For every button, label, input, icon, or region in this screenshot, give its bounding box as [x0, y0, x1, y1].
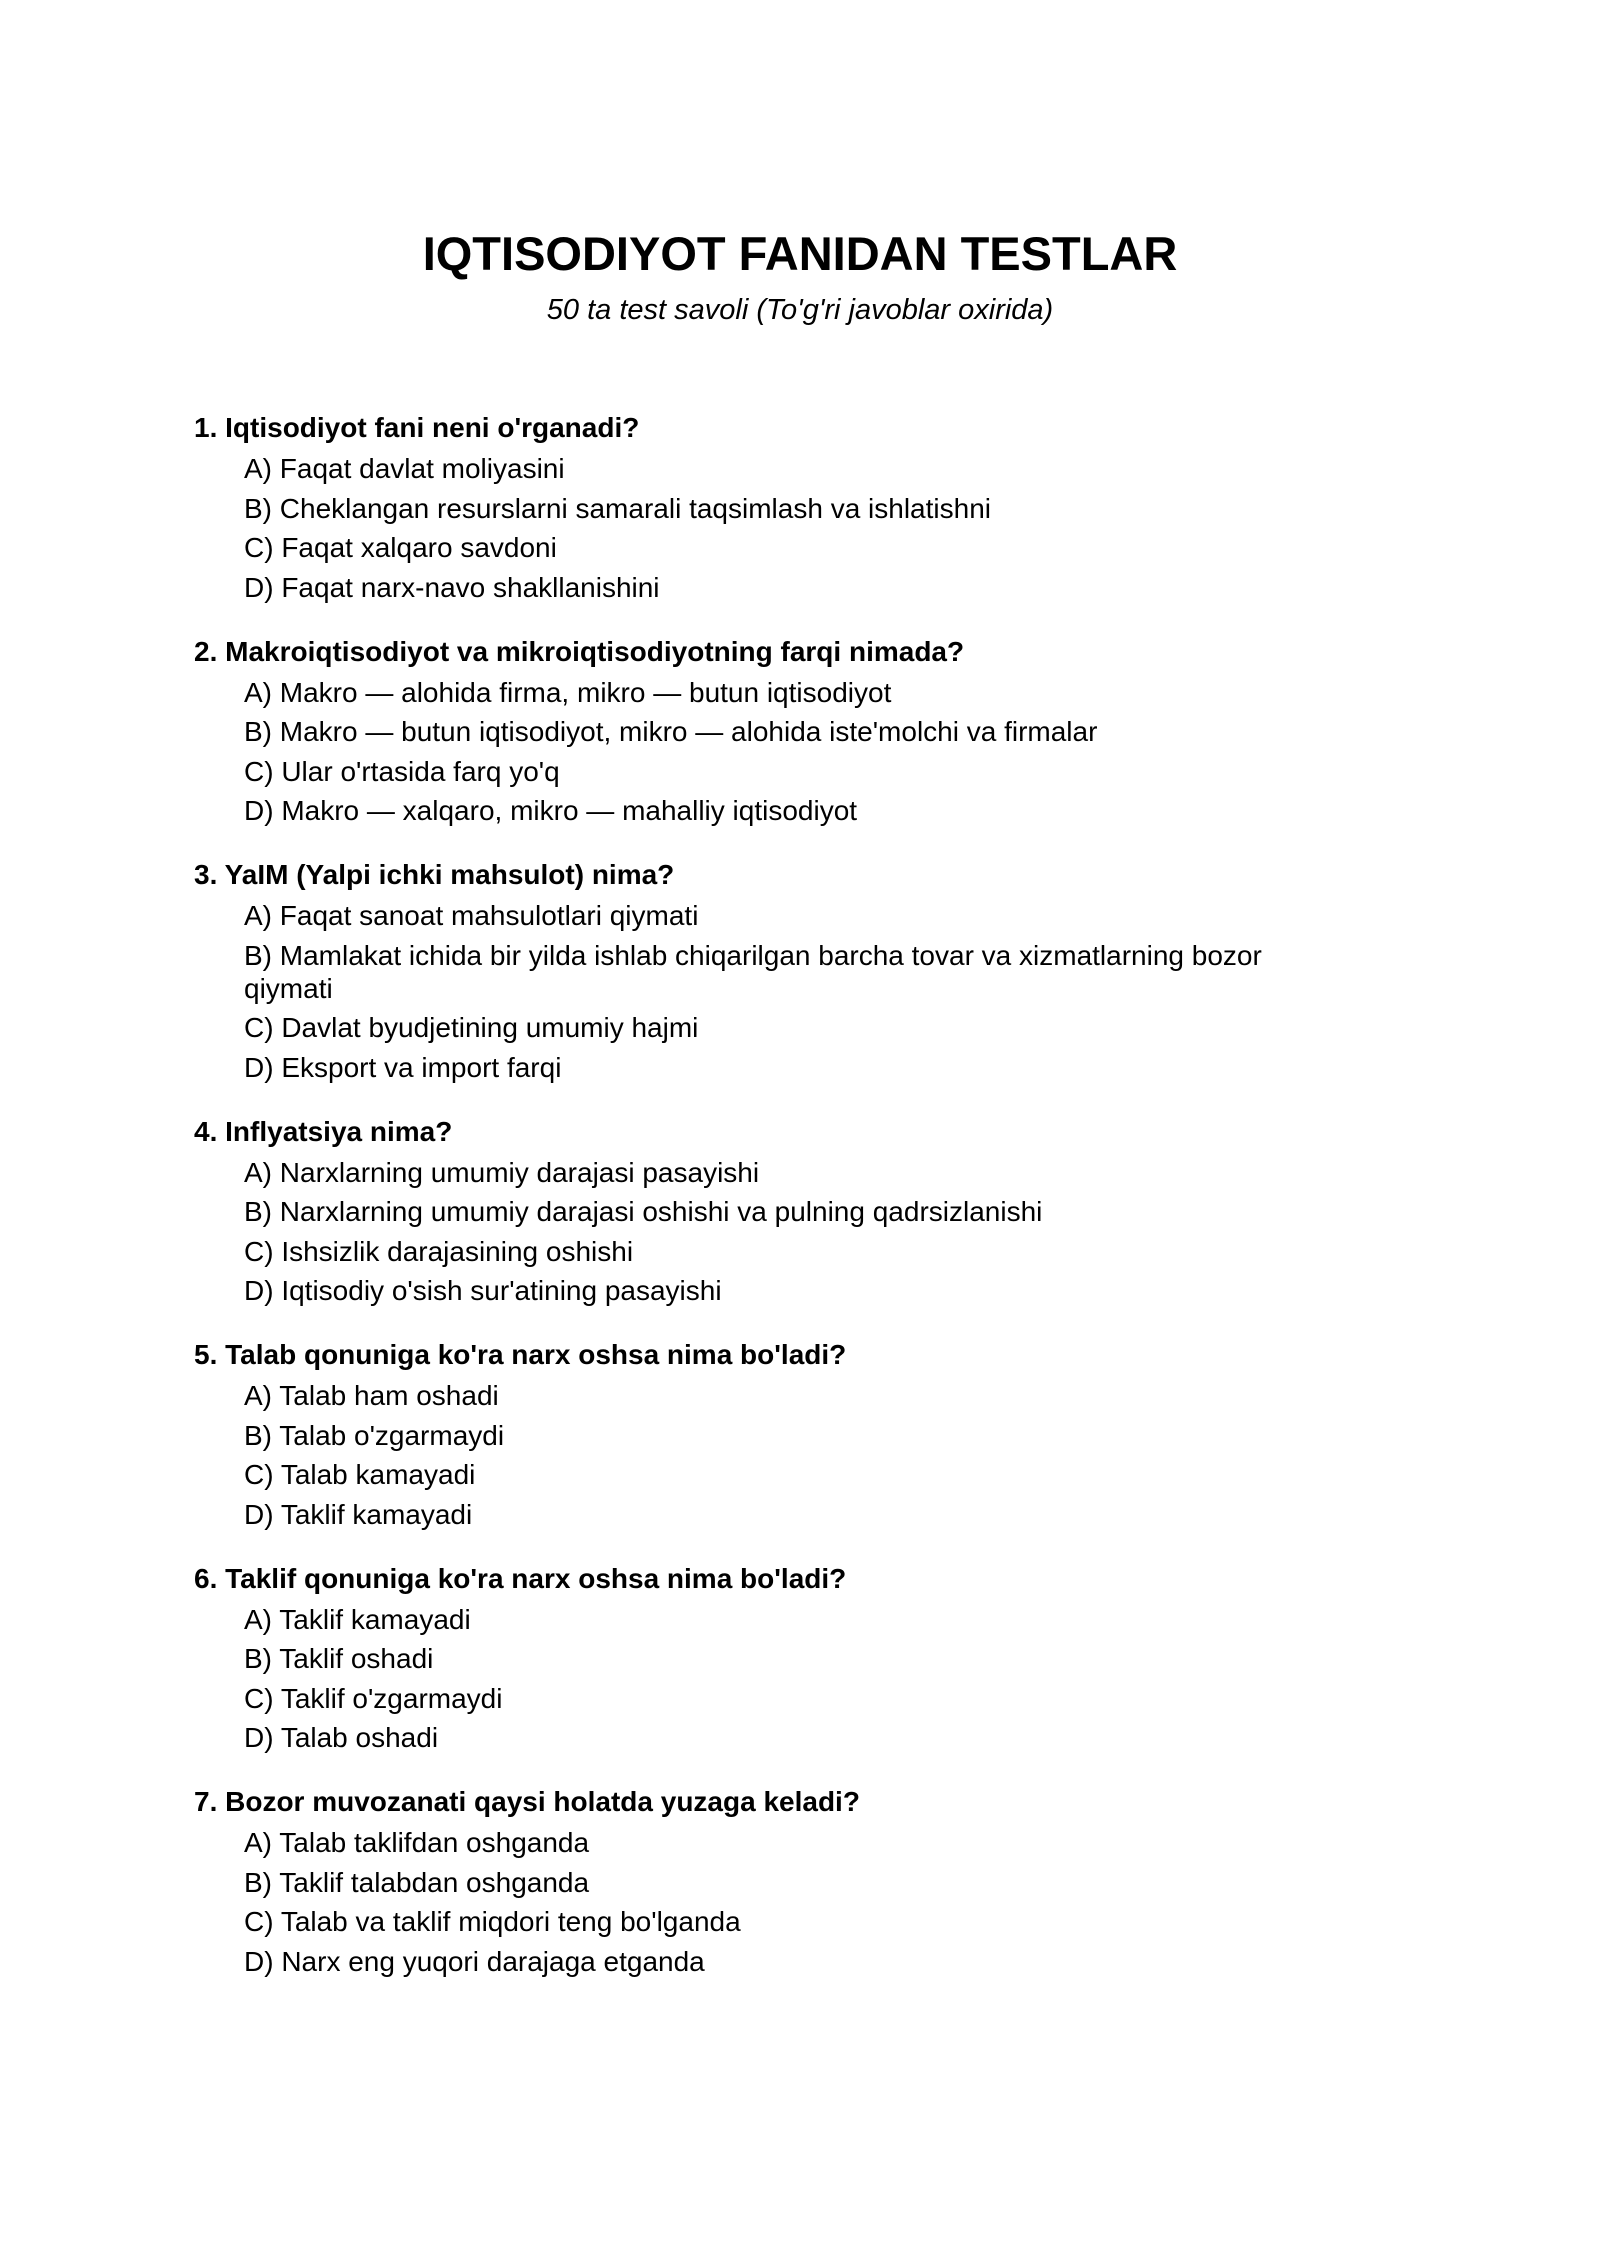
answer-option: D) Taklif kamayadi [244, 1498, 473, 1530]
answer-option: B) Taklif oshadi [244, 1643, 434, 1674]
answer-option: D) Iqtisodiy o'sish sur'atining pasayishi [244, 1275, 722, 1306]
answer-option: B) Cheklangan resurslarni samarali taqsimlash va ishlatishni [244, 492, 991, 524]
answer-option: C) Talab kamayadi [244, 1459, 476, 1490]
answer-option: B) Narxlarning umumiy darajasi oshishi va pulning qadrsizlanishi [244, 1196, 1043, 1227]
question-text: 4. Inflyatsiya nima? [194, 1115, 453, 1147]
answer-option: D) Talab oshadi [244, 1722, 439, 1753]
question-text: 6. Taklif qonuniga ko'ra narx oshsa nima bo'ladi? [194, 1562, 847, 1594]
page-subtitle: 50 ta test savoli (To'g'ri javoblar oxirida) [546, 294, 1054, 326]
question-text: 7. Bozor muvozanati qaysi holatda yuzaga keladi? [194, 1786, 860, 1817]
question-item [194, 410, 1344, 604]
question-item [194, 1561, 1344, 1755]
page-title: IQTISODIYOT FANIDAN TESTLAR [422, 227, 1178, 281]
answer-option: B) Mamlakat ichida bir yilda ishlab chiqarilgan barcha tovar va xizmatlarning bozor qiymati [244, 939, 1262, 1004]
answer-option: B) Taklif talabdan oshganda [244, 1866, 590, 1898]
question-text: 5. Talab qonuniga ko'ra narx oshsa nima bo'ladi? [194, 1339, 847, 1370]
answer-option: B) Makro — butun iqtisodiyot, mikro — alohida iste'molchi va firmalar [244, 716, 1098, 747]
question-text: 3. YaIM (Yalpi ichki mahsulot) nima? [194, 859, 675, 890]
answer-option: D) Faqat narx-navo shakllanishini [244, 571, 660, 603]
answer-option: C) Davlat byudjetining umumiy hajmi [244, 1012, 699, 1043]
question-text: 2. Makroiqtisodiyot va mikroiqtisodiyotning farqi nimada? [194, 635, 965, 667]
answer-option: B) Talab o'zgarmaydi [244, 1419, 505, 1451]
answer-option: A) Talab taklifdan oshganda [244, 1827, 590, 1858]
question-item [194, 1784, 1344, 1978]
answer-option: A) Talab ham oshadi [244, 1380, 499, 1411]
answer-option: C) Ular o'rtasida farq yo'q [244, 755, 560, 787]
answer-option: C) Taklif o'zgarmaydi [244, 1682, 503, 1714]
answer-option: A) Makro — alohida firma, mikro — butun iqtisodiyot [244, 676, 892, 708]
answer-option: C) Talab va taklif miqdori teng bo'lganda [244, 1906, 741, 1937]
question-item [194, 857, 1344, 1084]
answer-option: D) Narx eng yuqori darajaga etganda [244, 1945, 705, 1977]
answer-option: A) Taklif kamayadi [244, 1603, 471, 1635]
answer-option: D) Eksport va import farqi [244, 1051, 562, 1083]
answer-option: A) Narxlarning umumiy darajasi pasayishi [244, 1156, 760, 1188]
answer-option: C) Ishsizlik darajasining oshishi [244, 1235, 634, 1267]
answer-option: D) Makro — xalqaro, mikro — mahalliy iqtisodiyot [244, 795, 858, 826]
question-item [194, 1337, 1344, 1531]
question-item [194, 634, 1344, 828]
answer-option: A) Faqat davlat moliyasini [244, 453, 565, 484]
answer-option: C) Faqat xalqaro savdoni [244, 532, 557, 563]
question-text: 1. Iqtisodiyot fani neni o'rganadi? [194, 412, 640, 443]
answer-option: A) Faqat sanoat mahsulotlari qiymati [244, 900, 699, 931]
question-list [194, 410, 1344, 2008]
question-item [194, 1114, 1344, 1308]
